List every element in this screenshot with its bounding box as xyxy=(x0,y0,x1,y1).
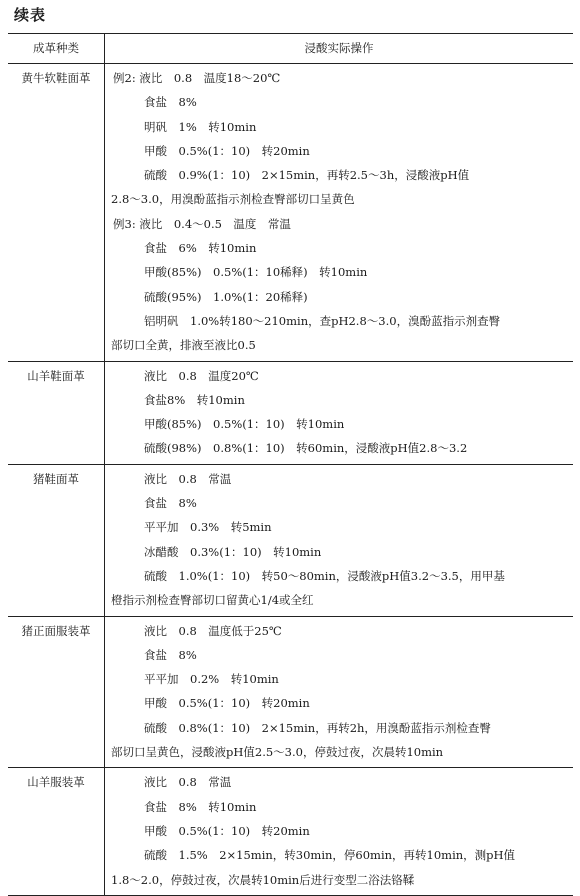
operation-line: 硫酸 1.5% 2×15min，转30min，停60min，再转10min，测pH值 xyxy=(144,848,516,863)
operation-line: 冰醋酸 0.3%(1：10) 转10min xyxy=(144,544,322,559)
operation-line: 铝明矾 1.0%转180～210min，查pH2.8～3.0，溴酚蓝指示剂查臀 xyxy=(144,313,501,328)
operation-line: 2.8～3.0，用溴酚蓝指示剂检查臀部切口呈黄色 xyxy=(111,192,355,207)
operation-line: 食盐8% 转10min xyxy=(144,392,245,407)
operation-line: 食盐 6% 转10min xyxy=(144,241,257,256)
operation-line: 食盐 8% xyxy=(144,95,197,110)
table-caption: 续表 xyxy=(14,6,47,24)
operation-cell xyxy=(105,616,574,768)
operation-line: 橙指示剂检查臀部切口留黄心1/4或全红 xyxy=(111,593,314,608)
operation-line: 例2: 液比 0.8 温度18～20℃ xyxy=(113,71,281,85)
table-row xyxy=(8,768,573,895)
operation-line: 1.8～2.0，停鼓过夜，次晨转10min后进行变型二浴法铬鞣 xyxy=(111,872,415,887)
operation-line: 液比 0.8 温度低于25℃ xyxy=(144,623,282,638)
pickling-operations-table xyxy=(8,33,573,896)
leather-type-cell: 猪正面服装革 xyxy=(8,616,105,768)
operation-line: 甲酸 0.5%(1：10) 转20min xyxy=(144,143,310,158)
leather-type-cell: 黄牛软鞋面革 xyxy=(8,64,105,362)
header-row xyxy=(8,34,573,64)
operation-line: 明矾 1% 转10min xyxy=(144,119,257,134)
operation-line: 硫酸 0.8%(1：10) 2×15min，再转2h，用溴酚蓝指示剂检查臀 xyxy=(144,720,491,735)
table-body xyxy=(8,64,573,896)
operation-line: 平平加 0.3% 转5min xyxy=(144,520,272,535)
operation-cell xyxy=(105,361,574,464)
operation-line: 甲酸(85%) 0.5%(1：10) 转10min xyxy=(144,417,345,432)
operation-cell xyxy=(105,768,574,895)
operation-line: 液比 0.8 常温 xyxy=(144,471,232,486)
table-row xyxy=(8,64,573,362)
operation-line: 甲酸(85%) 0.5%(1：10稀释) 转10min xyxy=(144,265,368,280)
table-row xyxy=(8,361,573,464)
operation-line: 硫酸 1.0%(1：10) 转50～80min，浸酸液pH值3.2～3.5，用甲基 xyxy=(144,568,505,583)
operation-line: 平平加 0.2% 转10min xyxy=(144,672,279,687)
operation-line: 部切口呈黄色，浸酸液pH值2.5～3.0，停鼓过夜，次晨转10min xyxy=(111,745,444,760)
operation-line: 甲酸 0.5%(1：10) 转20min xyxy=(144,696,310,711)
operation-line: 食盐 8% xyxy=(144,496,197,511)
operation-line: 液比 0.8 温度20℃ xyxy=(144,368,259,383)
table-row xyxy=(8,616,573,768)
operation-cell xyxy=(105,64,574,362)
operation-line: 甲酸 0.5%(1：10) 转20min xyxy=(144,823,310,838)
operation-line: 食盐 8% xyxy=(144,647,197,662)
leather-type-cell: 山羊服装革 xyxy=(8,768,105,895)
operation-cell xyxy=(105,464,574,616)
header-leather-type: 成革种类 xyxy=(8,34,105,64)
table-row xyxy=(8,464,573,616)
header-pickling-operation: 浸酸实际操作 xyxy=(105,34,574,64)
operation-line: 硫酸(98%) 0.8%(1：10) 转60min，浸酸液pH值2.8～3.2 xyxy=(144,441,468,456)
leather-type-cell: 猪鞋面革 xyxy=(8,464,105,616)
operation-line: 食盐 8% 转10min xyxy=(144,799,257,814)
operation-line: 部切口全黄，排液至液比0.5 xyxy=(111,338,256,353)
operation-line: 硫酸(95%) 1.0%(1：20稀释) xyxy=(144,289,308,304)
operation-line: 硫酸 0.9%(1：10) 2×15min，再转2.5～3h，浸酸液pH值 xyxy=(144,168,470,183)
table-header xyxy=(8,34,573,64)
operation-line: 例3: 液比 0.4～0.5 温度 常温 xyxy=(113,216,291,231)
leather-type-cell: 山羊鞋面革 xyxy=(8,361,105,464)
operation-line: 液比 0.8 常温 xyxy=(144,775,232,790)
